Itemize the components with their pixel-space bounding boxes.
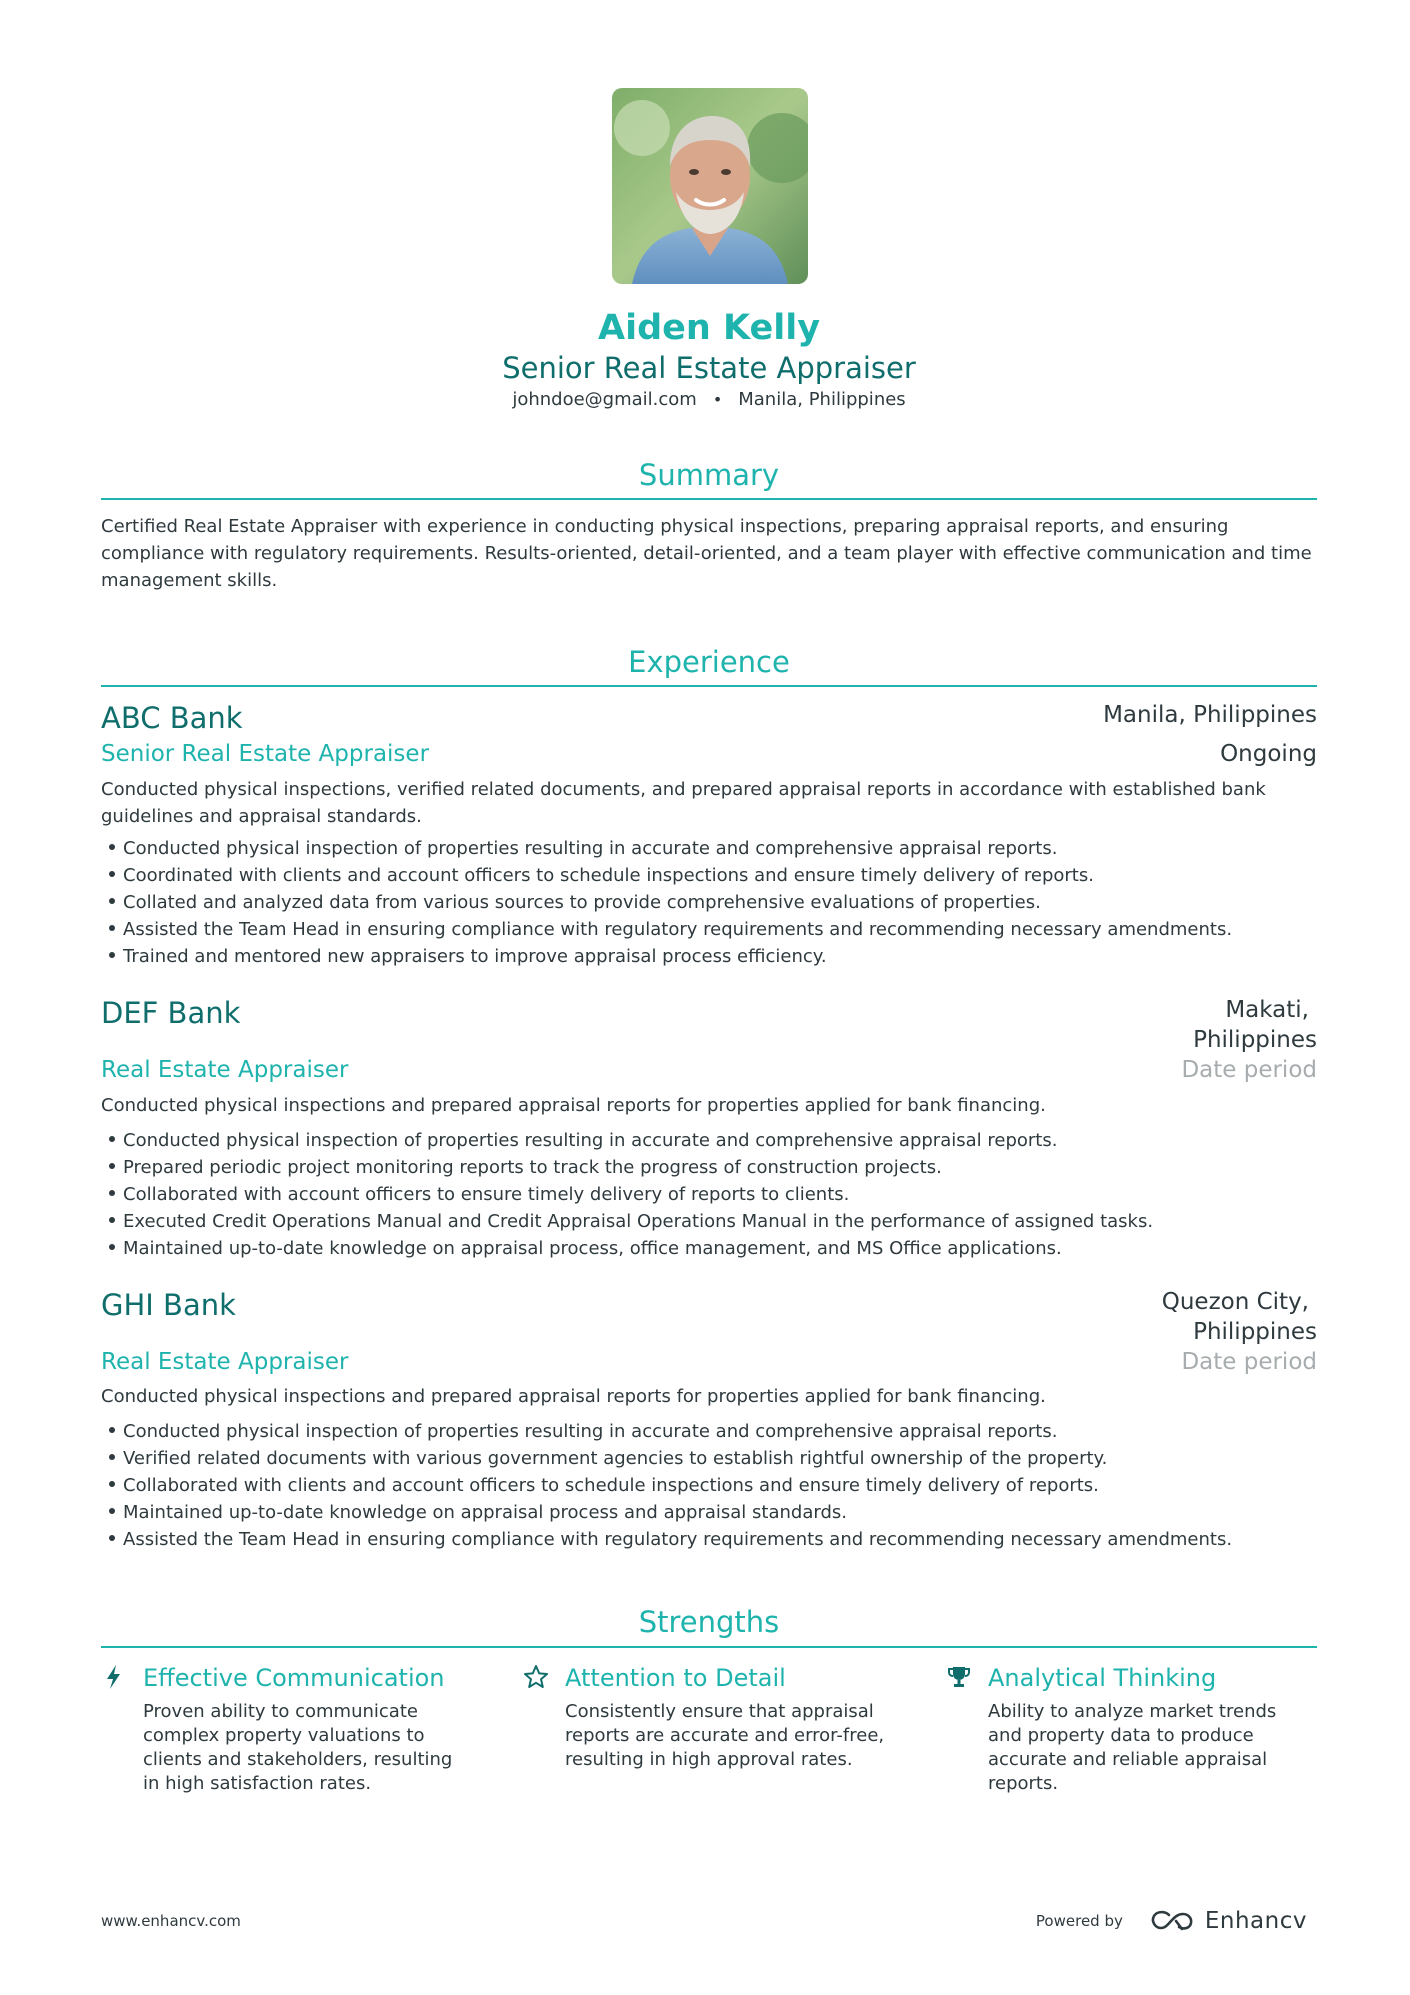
strength-text: Ability to analyze market trends and property data to produce accurate and reliable appraisal reports. xyxy=(988,1701,1277,1794)
candidate-headline: Senior Real Estate Appraiser xyxy=(502,351,916,385)
profile-photo xyxy=(612,88,808,284)
trophy-icon xyxy=(946,1664,972,1690)
bullet-item: Conducted physical inspection of properties resulting in accurate and comprehensive appraisal reports. xyxy=(101,835,1317,862)
strength-title: Attention to Detail xyxy=(565,1664,786,1692)
strength-text: Consistently ensure that appraisal reports are accurate and error-free, resulting in high approval rates. xyxy=(565,1701,885,1770)
job-role: Senior Real Estate Appraiser xyxy=(101,741,430,767)
job-location-line: Philippines xyxy=(1193,1319,1317,1345)
bullet-item: Coordinated with clients and account officers to schedule inspections and ensure timely delivery of reports. xyxy=(101,862,1317,889)
brand-name: Enhancv xyxy=(1204,1908,1307,1934)
strength-title: Analytical Thinking xyxy=(988,1664,1217,1692)
contact-line xyxy=(101,388,1317,412)
summary-text: Certified Real Estate Appraiser with experience in conducting physical inspections, preparing appraisal reports, and ensuring compliance with regulatory requirements. Results-oriented, detail-oriented, and a team player with effective communication and time management skills. xyxy=(101,516,1312,591)
job-period: Date period xyxy=(1181,1057,1317,1083)
job-description: Conducted physical inspections, verified related documents, and prepared appraisal reports in accordance with established bank guidelines and appraisal standards. xyxy=(101,779,1266,827)
bullet-item: Maintained up-to-date knowledge on appraisal process and appraisal standards. xyxy=(101,1499,1317,1526)
candidate-name: Aiden Kelly xyxy=(597,308,821,348)
experience-divider xyxy=(101,685,1317,687)
separator-dot: • xyxy=(712,390,723,409)
powered-by xyxy=(1036,1904,1307,1938)
enhancv-logo-icon xyxy=(1149,1909,1195,1933)
job-period: Ongoing xyxy=(1220,741,1317,767)
summary-divider xyxy=(101,498,1317,500)
job-location-line: Makati, xyxy=(1225,997,1309,1023)
bullet-item: Conducted physical inspection of properties resulting in accurate and comprehensive appraisal reports. xyxy=(101,1418,1317,1445)
bullet-item: Collated and analyzed data from various sources to provide comprehensive evaluations of properties. xyxy=(101,889,1317,916)
strengths-heading: Strengths xyxy=(638,1605,780,1639)
bullet-item: Assisted the Team Head in ensuring compliance with regulatory requirements and recommending necessary amendments. xyxy=(101,916,1317,943)
strength-text: Proven ability to communicate complex property valuations to clients and stakeholders, resulting in high satisfaction rates. xyxy=(143,1701,453,1794)
job-location xyxy=(1162,1287,1317,1347)
portrait-photo-icon xyxy=(612,88,808,284)
job-location: Manila, Philippines xyxy=(1103,702,1317,728)
strength-title: Effective Communication xyxy=(143,1664,445,1692)
job-bullets xyxy=(101,835,1317,970)
bullet-item: Executed Credit Operations Manual and Credit Appraisal Operations Manual in the performance of assigned tasks. xyxy=(101,1208,1317,1235)
summary-heading: Summary xyxy=(638,458,780,492)
location-text: Manila, Philippines xyxy=(738,389,906,410)
bullet-item: Assisted the Team Head in ensuring compliance with regulatory requirements and recommending necessary amendments. xyxy=(101,1526,1317,1553)
bullet-item: Collaborated with clients and account officers to schedule inspections and ensure timely delivery of reports. xyxy=(101,1472,1317,1499)
job-location-line: Quezon City, xyxy=(1161,1289,1309,1315)
job-location-line: Philippines xyxy=(1193,1027,1317,1053)
resume-page xyxy=(101,0,1317,1995)
bullet-item: Conducted physical inspection of properties resulting in accurate and comprehensive appraisal reports. xyxy=(101,1127,1317,1154)
job-location xyxy=(1193,995,1317,1055)
job-role: Real Estate Appraiser xyxy=(101,1349,349,1375)
bullet-item: Collaborated with account officers to ensure timely delivery of reports to clients. xyxy=(101,1181,1317,1208)
lightning-bolt-icon xyxy=(101,1664,127,1690)
website-link[interactable]: www.enhancv.com xyxy=(101,1912,241,1930)
job-company: ABC Bank xyxy=(101,701,243,735)
email-link[interactable]: johndoe@gmail.com xyxy=(512,389,697,410)
job-company: DEF Bank xyxy=(101,996,241,1030)
job-description: Conducted physical inspections and prepared appraisal reports for properties applied for bank financing. xyxy=(101,1386,1046,1407)
bullet-item: Trained and mentored new appraisers to improve appraisal process efficiency. xyxy=(101,943,1317,970)
job-bullets xyxy=(101,1418,1317,1553)
powered-by-label: Powered by xyxy=(1035,1912,1123,1930)
experience-heading: Experience xyxy=(628,645,790,679)
job-bullets xyxy=(101,1127,1317,1262)
star-icon xyxy=(523,1664,549,1690)
bullet-item: Verified related documents with various government agencies to establish rightful ownership of the property. xyxy=(101,1445,1317,1472)
bullet-item: Prepared periodic project monitoring reports to track the progress of construction projects. xyxy=(101,1154,1317,1181)
strengths-divider xyxy=(101,1646,1317,1648)
job-role: Real Estate Appraiser xyxy=(101,1057,349,1083)
job-company: GHI Bank xyxy=(101,1288,236,1322)
job-period: Date period xyxy=(1181,1349,1317,1375)
bullet-item: Maintained up-to-date knowledge on appraisal process, office management, and MS Office applications. xyxy=(101,1235,1317,1262)
job-description: Conducted physical inspections and prepared appraisal reports for properties applied for bank financing. xyxy=(101,1095,1046,1116)
